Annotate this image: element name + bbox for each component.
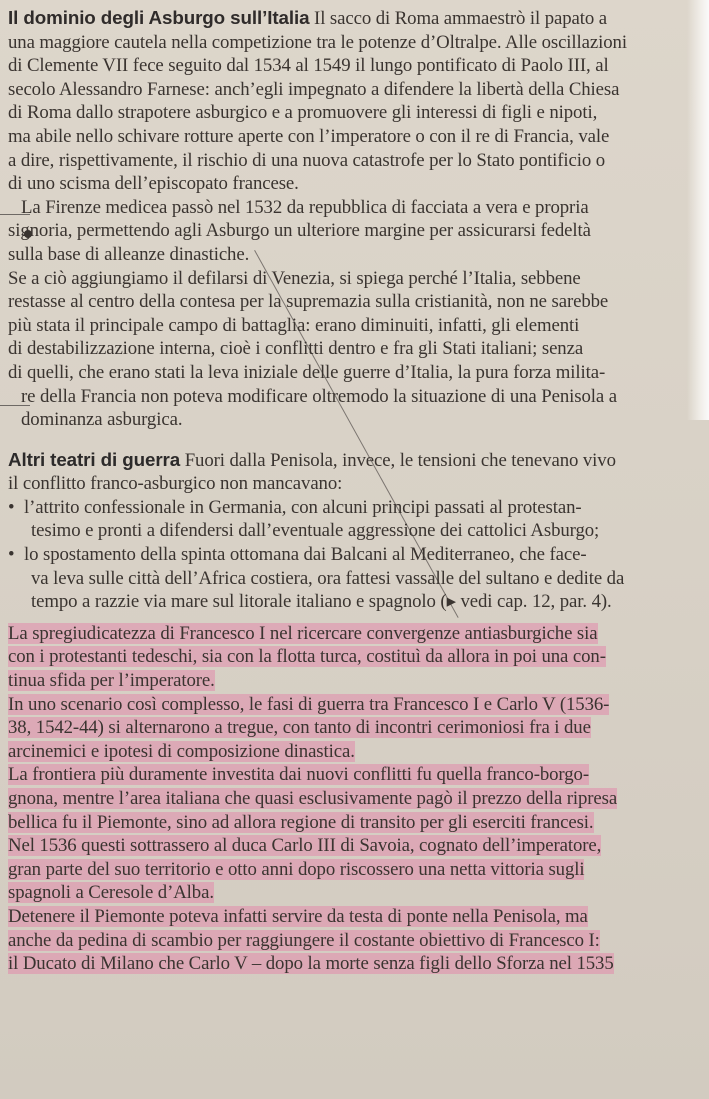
paragraph-asburgo: Il dominio degli Asburgo sull’Italia Il sacco di Roma ammaestrò il papato a una maggiore cautela nella competizione tra le potenze d’Oltralpe. Alle oscillazioni di Clemente VII fece seguito dal 1534 al 1549 il lungo pontificato di Paolo III, al secolo Alessandro Farnese: anch’egli impegnato a difendere la libertà della Chiesa di Roma dallo strapotere asburgico e a promuovere gli interessi di figli e nipoti, ma abile nello schivare rotture aperte con l’imperatore o con il re di Francia, vale a dire, rispettivamente, il rischio di una nuova catastrofe per lo Stato pontificio o di uno scisma dell’episcopato francese.	[8, 7, 627, 195]
paragraph-scenario: In uno scenario così complesso, le fasi di guerra tra Francesco I e Carlo V (1536- 38, 1542-44) si alternarono a tregue, con tanto di incontri cerimoniosi fra i due arcinemici e ipotesi di composizione dinastica.	[8, 693, 610, 762]
page-text	[8, 6, 698, 976]
paragraph-frontiera: La frontiera più duramente investita dai nuovi conflitti fu quella franco-borgo- gnona, mentre l’area italiana che quasi esclusivamente pagò il prezzo della ripresa bellica fu il Piemonte, sino ad allora regione di transito per gli eserciti francesi. Nel 1536 questi sottrassero al duca Carlo III di Savoia, cognato dell’imperatore, gran parte del suo territorio e otto anni dopo riscossero una netta vittoria sugli spagnoli a Ceresole d’Alba.	[8, 764, 618, 904]
paragraph-francesco-i: La spregiudicatezza di Francesco I nel ricercare convergenze antiasburgiche sia con i protestanti tedeschi, sia con la flotta turca, costituì da allora in poi una con- tinua sfida per l’imperatore.	[8, 622, 606, 692]
section-heading: Il dominio degli Asburgo sull’Italia	[8, 7, 310, 28]
list-item: • l’attrito confessionale in Germania, con alcuni principi passati al protestan-	[8, 496, 582, 518]
paragraph-altri-teatri: Altri teatri di guerra Fuori dalla Penisola, invece, le tensioni che tenevano vivo il conflitto franco-asburgico non mancavano: • l’attrito confessionale in Germania, con alcuni principi passati al protestan- tesimo e pronti a difendersi dall’eventuale aggressione dei cattolici Asburgo; • lo spostamento della spinta ottomana dai Balcani al Mediterraneo, che face- va leva sulle città dell’Africa costiera, ora fattesi vassalle del sultano e dedite da tempo a razzie via mare sul litorale italiano e spagnolo (▸ vedi cap. 12, par. 4).	[8, 448, 698, 614]
paragraph-piemonte: Detenere il Piemonte poteva infatti servire da testa di ponte nella Penisola, ma anche da pedina di scambio per raggiungere il costante obiettivo di Francesco I: il Ducato di Milano che Carlo V – dopo la morte senza figli dello Sforza nel 1535	[8, 905, 614, 975]
section-heading: Altri teatri di guerra	[8, 448, 181, 470]
paragraph-venezia: Se a ciò aggiungiamo il defilarsi di Venezia, si spiega perché l’Italia, sebbene restasse al centro della contesa per la supremazia sulla cristianità, non ne sarebbe più stata il principale campo di battaglia: erano diminuiti, infatti, gli elementi di destabilizzazione interna, cioè i conflitti dentro e fra gli Stati italiani; senza di quelli, che erano stati la leva iniziale delle guerre d’Italia, la pura forza milita- re della Francia non poteva modificare oltremodo la situazione di una Penisola a dominanza asburgica.	[8, 267, 617, 431]
list-item: • lo spostamento della spinta ottomana dai Balcani al Mediterraneo, che face-	[8, 544, 587, 566]
paragraph-firenze: La Firenze medicea passò nel 1532 da repubblica di facciata a vera e propria signoria, permettendo agli Asburgo un ulteriore margine per assicurarsi fedeltà sulla base di alleanze dinastiche.	[8, 196, 591, 265]
